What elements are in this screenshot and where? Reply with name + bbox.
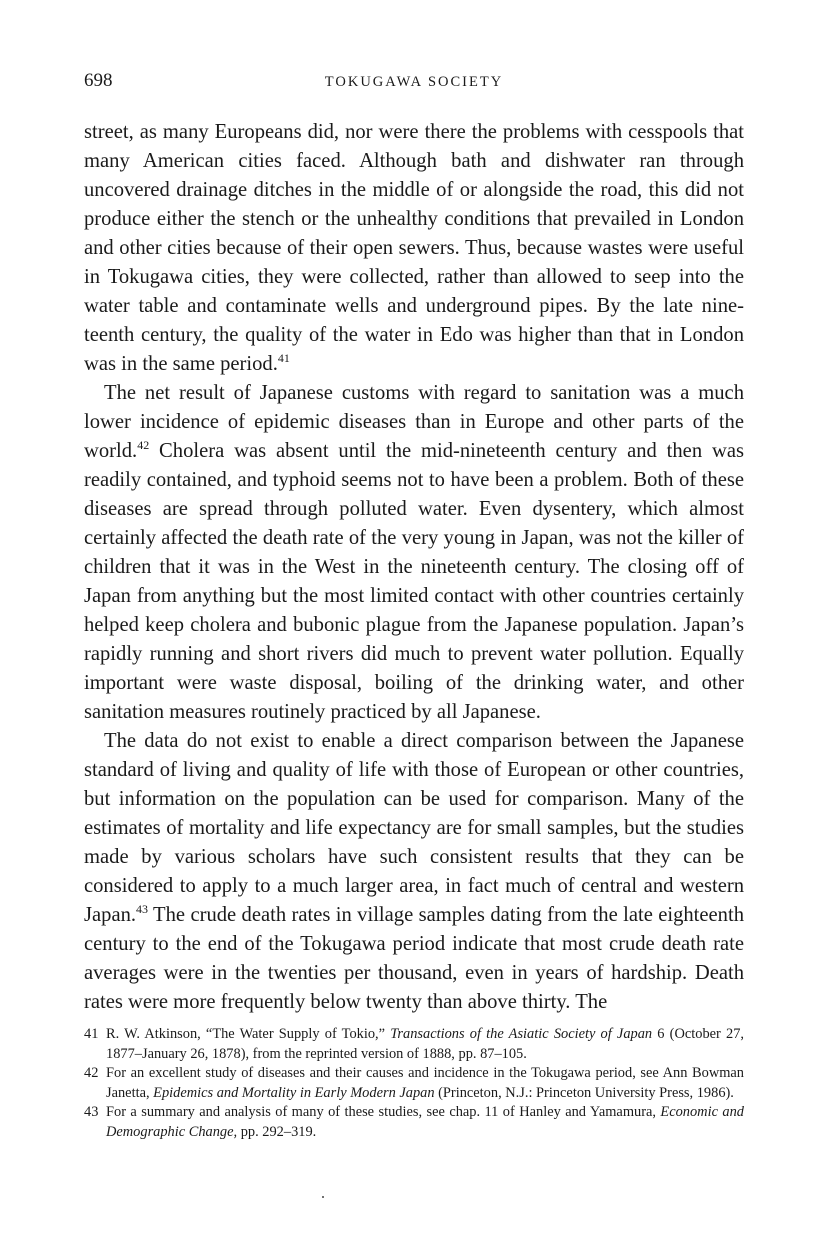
footnote-title: Epidemics and Mortality in Early Modern Japan — [153, 1084, 435, 1101]
footnote-43 — [84, 1103, 744, 1142]
footnote-41 — [84, 1025, 744, 1064]
footnote-number: 43 — [84, 1104, 99, 1120]
footnote-segment: For an excellent study of diseases and their causes and incidence in the Tokugawa period, see Ann Bowman Janetta, — [106, 1065, 744, 1101]
paragraph-2 — [84, 379, 744, 727]
paragraph-text: street, as many Europeans did, nor were there the problems with cesspools that many American cities faced. Although bath and dishwater ran through uncovered drainage ditches in the middle of or alongside the road, this did not produce either the stench or the unhealthy conditions that prevailed in London and other cities because of their open sewers. Thus, because wastes were useful in Tokugawa cities, they were collected, rather than allowed to seep into the water table and contaminate wells and underground pipes. By the late nineteenth century, the quality of the water in Edo was higher than that in London was in the same period. — [84, 121, 744, 375]
footnote-number: 41 — [84, 1026, 99, 1042]
footnote-text — [106, 1064, 744, 1103]
scan-speck — [322, 1196, 324, 1198]
footnote-42 — [84, 1064, 744, 1103]
paragraph-text: The data do not exist to enable a direct comparison between the Japanese standard of living and quality of life with those of European or other countries, but information on the population can be used for comparison. Many of the estimates of mortality and life expectancy are for small samples, but the studies made by various scholars have such consistent results that they can be considered to apply to a much larger area, in fact much of central and western Japan. — [84, 730, 744, 926]
paragraph-text: Cholera was absent until the mid-nineteenth century and then was readily contained, and typhoid seems not to have been a problem. Both of these diseases are spread through polluted water. Even dysentery, which almost certainly affected the death rate of the very young in Japan, was not the killer of children that it was in the West in the nineteenth century. The closing off of Japan from anything but the most limited contact with other countries certainly helped keep cholera and bubonic plague from the Japanese population. Japan’s rapidly running and short rivers did much to prevent water pollution. Equally important were waste disposal, boiling of the drinking water, and other sanitation measures routinely practiced by all Japanese. — [84, 440, 744, 723]
footnote-text — [106, 1025, 744, 1064]
footnote-ref-41[interactable]: 41 — [277, 351, 290, 365]
footnote-title: Economic and Demographic Change, — [106, 1104, 744, 1140]
footnote-segment: (Princeton, N.J.: Princeton University Press, 1986). — [434, 1084, 734, 1101]
body-text — [84, 118, 744, 1017]
running-title: TOKUGAWA SOCIETY — [324, 74, 504, 90]
paragraph-text: The net result of Japanese customs with regard to sanitation was a much lower incidence of epidemic diseases than in Europe and other parts of the world. — [84, 382, 744, 462]
footnote-number: 42 — [84, 1065, 99, 1081]
footnote-segment: 6 (October 27, 1877–January 26, 1878), from the reprinted version of 1888, pp. 87–105. — [106, 1026, 744, 1062]
footnote-segment: pp. 292–319. — [237, 1123, 317, 1140]
paragraph-1 — [84, 118, 744, 379]
footnote-text — [106, 1103, 744, 1142]
page-number: 698 — [84, 70, 113, 91]
footnotes — [84, 1025, 744, 1142]
book-page — [84, 70, 744, 1142]
paragraph-text: The crude death rates in village samples dating from the late eighteenth century to the end of the Tokugawa period indicate that most crude death rate averages were in the twenties per thousand, even in years of hardship. Death rates were more frequently below twenty than above thirty. The — [84, 904, 744, 1013]
footnote-segment: R. W. Atkinson, “The Water Supply of Tokio,” — [106, 1026, 391, 1042]
footnote-segment: For a summary and analysis of many of these studies, see chap. 11 of Hanley and Yamamura, — [106, 1104, 661, 1120]
footnote-ref-42[interactable]: 42 — [137, 438, 150, 452]
footnote-ref-43[interactable]: 43 — [136, 902, 149, 916]
footnote-title: Transactions of the Asiatic Society of Japan — [390, 1026, 653, 1042]
running-head — [84, 70, 744, 96]
paragraph-3 — [84, 727, 744, 1017]
